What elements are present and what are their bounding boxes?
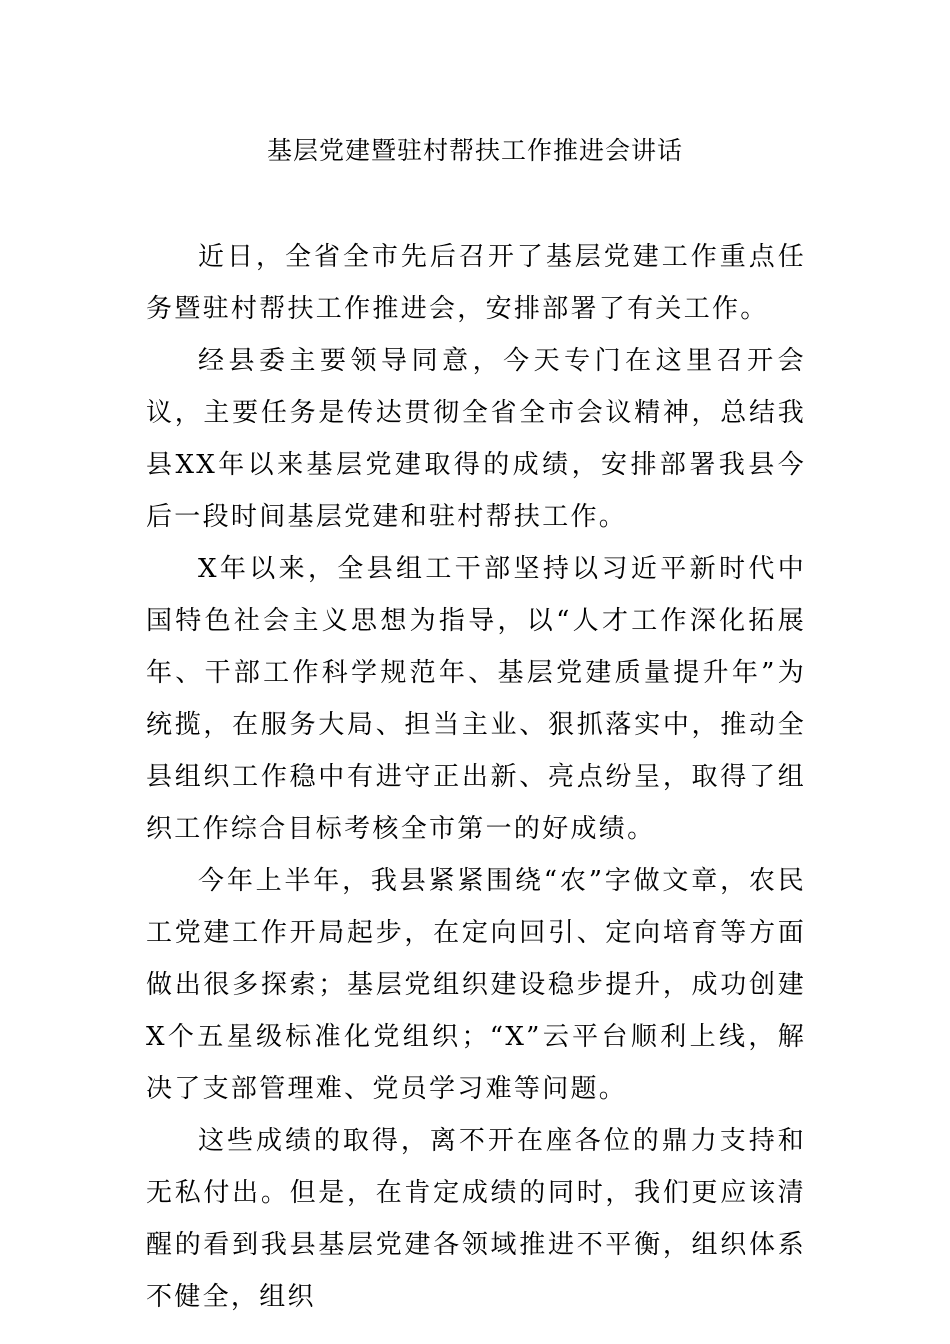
document-title: 基层党建暨驻村帮扶工作推进会讲话 [266,136,683,165]
paragraph-2: 经县委主要领导同意，今天专门在这里召开会议，主要任务是传达贯彻全省全市会议精神，总结我县XX年以来基层党建取得的成绩，安排部署我县今后一段时间基层党建和驻村帮扶工作。 [146,346,806,532]
paragraph-5: 这些成绩的取得，离不开在座各位的鼎力支持和无私付出。但是，在肯定成绩的同时，我们更应该清醒的看到我县基层党建各领域推进不平衡，组织体系不健全，组织 [146,1126,806,1312]
paragraph-3: X年以来，全县组工干部坚持以习近平新时代中国特色社会主义思想为指导，以“人才工作深化拓展年、干部工作科学规范年、基层党建质量提升年”为统揽，在服务大局、担当主业、狠抓落实中，推动全县组织工作稳中有进守正出新、亮点纷呈，取得了组织工作综合目标考核全市第一的好成绩。 [146,554,806,844]
document-body [146,231,806,1323]
paragraph-1: 近日，全省全市先后召开了基层党建工作重点任务暨驻村帮扶工作推进会，安排部署了有关工作。 [146,242,806,324]
paragraph-4: 今年上半年，我县紧紧围绕“农”字做文章，农民工党建工作开局起步，在定向回引、定向培育等方面做出很多探索；基层党组织建设稳步提升，成功创建X个五星级标准化党组织；“X”云平台顺利上线，解决了支部管理难、党员学习难等问题。 [146,866,806,1104]
